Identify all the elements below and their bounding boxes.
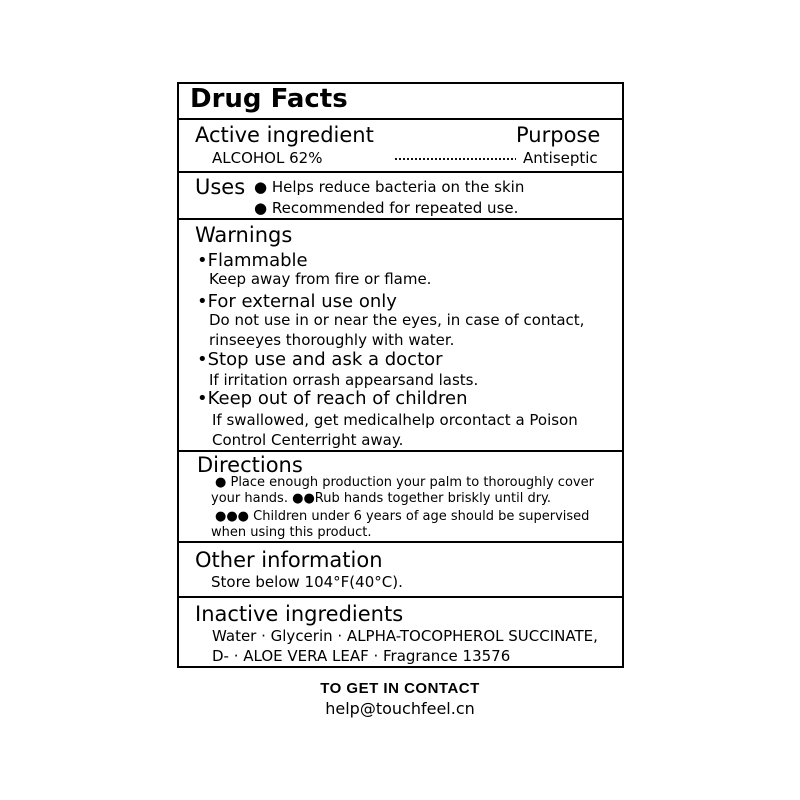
contact-email[interactable]: help@touchfeel.cn — [325, 699, 475, 718]
divider — [177, 118, 624, 120]
warning-item-text: If swallowed, get medicalhelp orcontact a Poison — [212, 411, 578, 429]
warning-title-text: Keep out of reach of children — [207, 388, 468, 409]
warning-item-title: •Stop use and ask a doctor — [197, 349, 443, 370]
uses-item: ● Recommended for repeated use. — [254, 199, 519, 217]
directions-heading: Directions — [197, 453, 303, 477]
warning-item-title: •For external use only — [197, 291, 397, 312]
active-ingredient-heading: Active ingredient — [195, 123, 374, 147]
other-info-text: Store below 104°F(40°C). — [211, 573, 403, 591]
dot-leader — [394, 156, 516, 162]
divider — [177, 450, 624, 452]
warning-item-title: •Keep out of reach of children — [197, 388, 468, 409]
warning-title-text: Flammable — [207, 250, 308, 271]
divider — [177, 596, 624, 598]
uses-item: ● Helps reduce bacteria on the skin — [254, 178, 525, 196]
warning-item-text: Keep away from fire or flame. — [209, 270, 432, 288]
other-info-heading: Other information — [195, 548, 383, 572]
divider — [177, 541, 624, 543]
directions-line: your hands. ●●Rub hands together briskly until dry. — [211, 491, 552, 506]
warning-title-text: Stop use and ask a doctor — [207, 349, 443, 370]
directions-line: ●●● Children under 6 years of age should be supervised — [215, 509, 590, 524]
purpose-value: Antiseptic — [523, 149, 598, 167]
uses-item-text: Recommended for repeated use. — [271, 199, 519, 217]
contact-title: TO GET IN CONTACT — [320, 680, 480, 697]
inactive-heading: Inactive ingredients — [195, 602, 404, 626]
uses-heading: Uses — [195, 175, 246, 199]
warning-title-text: For external use only — [207, 291, 397, 312]
warning-item-title: •Flammable — [197, 250, 308, 271]
page-title: Drug Facts — [190, 84, 348, 114]
warning-item-text: If irritation orrash appearsand lasts. — [209, 371, 479, 389]
warnings-heading: Warnings — [195, 223, 293, 247]
divider — [177, 171, 624, 173]
active-ingredient-value: ALCOHOL 62% — [212, 149, 323, 167]
purpose-heading: Purpose — [516, 123, 601, 147]
divider — [177, 218, 624, 220]
directions-line: ● Place enough production your palm to thoroughly cover — [215, 475, 594, 490]
inactive-line: D- · ALOE VERA LEAF · Fragrance 13576 — [212, 647, 511, 665]
inactive-line: Water · Glycerin · ALPHA-TOCOPHEROL SUCCINATE, — [212, 627, 598, 645]
warning-item-text: Do not use in or near the eyes, in case of contact, — [209, 311, 585, 329]
warning-item-text: rinseeyes thoroughly with water. — [209, 331, 455, 349]
uses-item-text: Helps reduce bacteria on the skin — [271, 178, 525, 196]
warning-item-text: Control Centerright away. — [212, 431, 404, 449]
directions-line: when using this product. — [211, 525, 372, 540]
